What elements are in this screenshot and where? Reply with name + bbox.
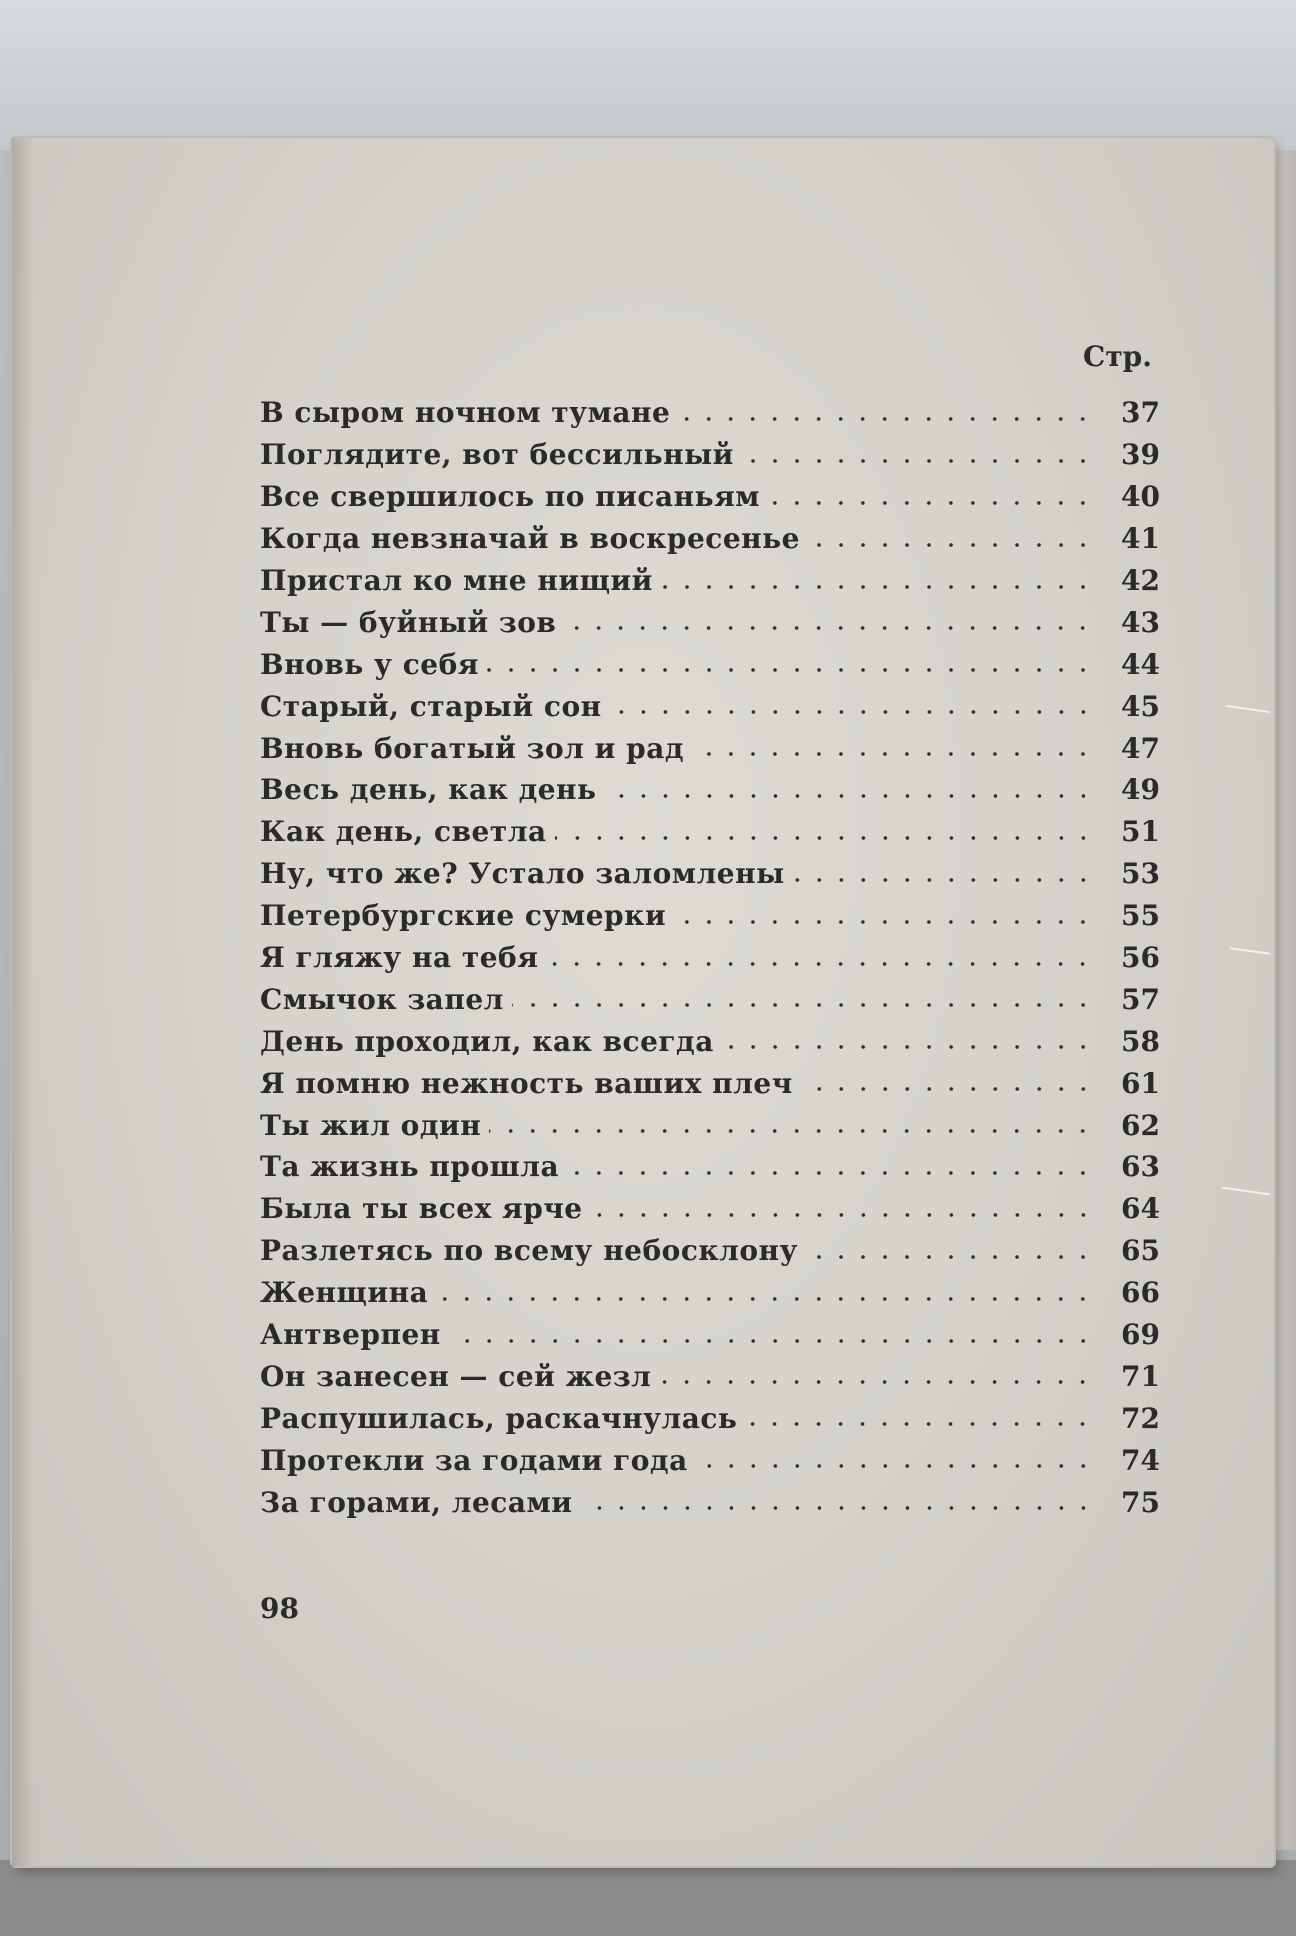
toc-entry-title: Ты жил один (260, 1108, 482, 1142)
toc-entry (260, 518, 1160, 560)
dot-leader (659, 1379, 1094, 1385)
toc-entry-title: Та жизнь прошла (260, 1150, 560, 1184)
toc-entry-title: Ты — буйный зов (260, 605, 557, 639)
toc-entry-page: 40 (1121, 480, 1160, 514)
toc-entry-title: Женщина (260, 1276, 429, 1310)
toc-entry (260, 1020, 1160, 1062)
toc-entry (260, 685, 1160, 727)
toc-entry-title: Я гляжу на тебя (260, 941, 539, 975)
toc-entry (260, 1188, 1160, 1230)
toc-entry-page: 45 (1121, 689, 1160, 723)
toc-entry-page: 74 (1121, 1443, 1160, 1477)
toc-entry (260, 643, 1160, 685)
toc-entry (260, 895, 1160, 937)
spine-shadow (12, 138, 34, 1866)
toc-entry-title: Протекли за годами года (260, 1443, 688, 1477)
toc-entry (260, 978, 1160, 1020)
toc-entry-page: 49 (1121, 773, 1160, 807)
toc-entry (260, 1314, 1160, 1356)
dot-leader (745, 1421, 1094, 1427)
toc-entry-title: Разлетясь по всему небосклону (260, 1234, 798, 1268)
toc-entry (260, 1439, 1160, 1481)
toc-entry-page: 75 (1121, 1485, 1160, 1519)
toc-entry-page: 47 (1121, 731, 1160, 765)
toc-entry-page: 65 (1121, 1234, 1160, 1268)
dot-leader (674, 919, 1094, 925)
dot-leader (661, 584, 1094, 590)
dot-leader (449, 1338, 1094, 1344)
toc-entry-page: 44 (1121, 647, 1160, 681)
dot-leader (489, 1128, 1094, 1134)
toc-entry-page: 72 (1121, 1401, 1160, 1435)
page-column-header: Стр. (1083, 340, 1152, 373)
toc-entry-page: 63 (1121, 1150, 1160, 1184)
toc-entry-title: Вновь у себя (260, 647, 479, 681)
dot-leader (512, 1002, 1094, 1008)
toc-entry-page: 57 (1121, 982, 1160, 1016)
dot-leader (808, 542, 1094, 548)
toc-entry-page: 56 (1121, 941, 1160, 975)
dot-leader (605, 793, 1094, 799)
toc-entry-page: 69 (1121, 1318, 1160, 1352)
toc-entry (260, 1355, 1160, 1397)
dot-leader (696, 1463, 1094, 1469)
toc-entry-page: 53 (1121, 857, 1160, 891)
toc-entry-title: Пристал ко мне нищий (260, 564, 653, 597)
dot-leader (487, 667, 1094, 673)
toc-entry-title: Все свершилось по писаньям (260, 480, 761, 514)
toc-entry-title: Распушилась, раскачнулась (260, 1401, 738, 1435)
toc-entry-page: 71 (1121, 1359, 1160, 1393)
toc-entry (260, 1062, 1160, 1104)
folio-page-number: 98 (260, 1592, 299, 1625)
toc-entry (260, 1272, 1160, 1314)
toc-entry-title: Смычок запел (260, 982, 504, 1016)
toc-entry-title: Поглядите, вот бессильный (260, 438, 734, 472)
toc-entry-title: За горами, лесами (260, 1485, 573, 1519)
toc-entry (260, 811, 1160, 853)
toc-entry (260, 769, 1160, 811)
toc-entry (260, 853, 1160, 895)
toc-entry-page: 41 (1121, 522, 1160, 556)
dot-leader (610, 709, 1094, 715)
dot-leader (591, 1212, 1094, 1218)
dot-leader (801, 1086, 1094, 1092)
toc-entry-page: 62 (1121, 1108, 1160, 1142)
toc-entry (260, 937, 1160, 979)
dot-leader (555, 835, 1094, 841)
toc-entry (260, 1230, 1160, 1272)
toc-entry-page: 61 (1121, 1066, 1160, 1100)
background-table (0, 1860, 1296, 1936)
toc-entry-page: 58 (1121, 1024, 1160, 1058)
toc-entry-page: 66 (1121, 1276, 1160, 1310)
toc-entry (260, 1104, 1160, 1146)
toc-entry (260, 434, 1160, 476)
background-wall (0, 0, 1296, 150)
dot-leader (581, 1505, 1094, 1511)
toc-entry-page: 42 (1121, 564, 1160, 597)
dot-leader (564, 625, 1094, 631)
dot-leader (678, 416, 1094, 422)
toc-entry-title: Я помню нежность ваших плеч (260, 1066, 793, 1100)
toc-entry (260, 601, 1160, 643)
toc-entry-title: Как день, светла (260, 815, 547, 849)
toc-entry (260, 1481, 1160, 1523)
dot-leader (722, 1044, 1094, 1050)
toc-entry (260, 560, 1160, 602)
dot-leader (768, 500, 1094, 506)
toc-entry-title: День проходил, как всегда (260, 1024, 714, 1058)
toc-entry-page: 37 (1121, 396, 1160, 430)
toc-entry-title: Старый, старый сон (260, 689, 602, 723)
toc-entry-page: 43 (1121, 605, 1160, 639)
toc-entry-page: 39 (1121, 438, 1160, 472)
toc-entry (260, 392, 1160, 434)
dot-leader (692, 751, 1094, 757)
toc-entry-title: Петербургские сумерки (260, 899, 667, 933)
toc-entry-title: Когда невзначай в воскресенье (260, 522, 800, 556)
toc-entry-page: 51 (1121, 815, 1160, 849)
dot-leader (436, 1296, 1094, 1302)
toc-entry-title: Была ты всех ярче (260, 1192, 583, 1226)
dot-leader (742, 458, 1094, 464)
toc-entry (260, 1146, 1160, 1188)
dot-leader (546, 961, 1094, 967)
toc-entry-title: Ну, что же? Устало заломлены (260, 857, 785, 891)
toc-entry-page: 64 (1121, 1192, 1160, 1226)
toc-entry (260, 476, 1160, 518)
toc-entry-title: Вновь богатый зол и рад (260, 731, 685, 765)
toc-entry-title: В сыром ночном тумане (260, 396, 671, 430)
toc-entry-title: Весь день, как день (260, 773, 597, 807)
toc-entry (260, 1397, 1160, 1439)
table-of-contents (260, 392, 1160, 1523)
toc-entry-page: 55 (1121, 899, 1160, 933)
dot-leader (567, 1170, 1094, 1176)
dot-leader (806, 1254, 1094, 1260)
toc-entry (260, 727, 1160, 769)
toc-entry-title: Он занесен — сей жезл (260, 1359, 652, 1393)
dot-leader (793, 877, 1094, 883)
toc-entry-title: Антверпен (260, 1318, 441, 1352)
